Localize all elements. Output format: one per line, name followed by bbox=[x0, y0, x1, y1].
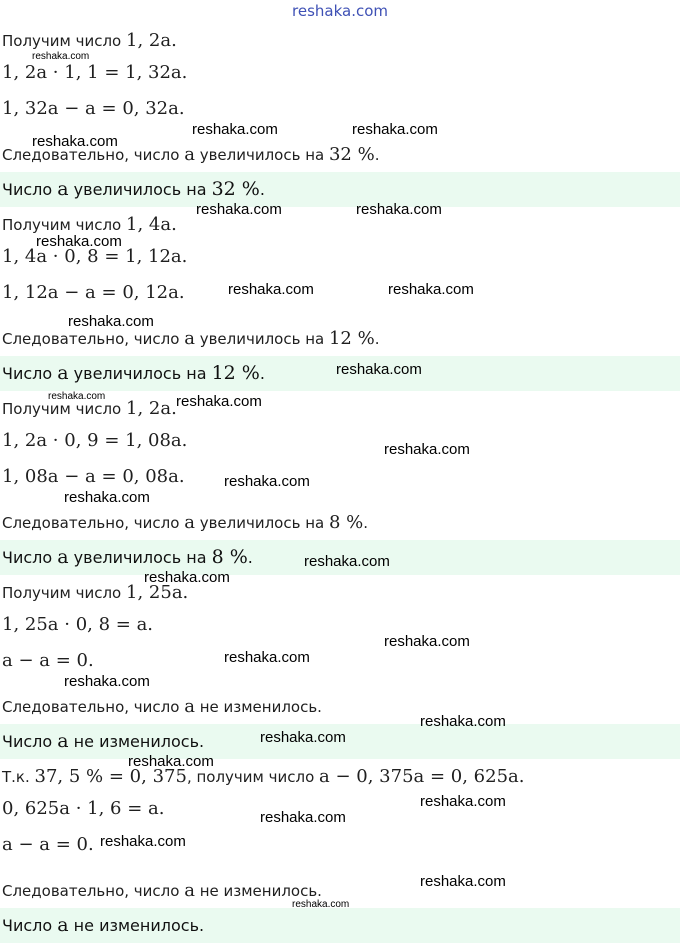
statement-text: Т.к. bbox=[2, 768, 35, 786]
watermark-text: reshaka.com bbox=[420, 713, 506, 730]
answer-text: Число bbox=[2, 180, 58, 199]
statement-line bbox=[2, 766, 525, 787]
watermark-text: reshaka.com bbox=[48, 391, 106, 402]
answer-text: . bbox=[259, 180, 265, 199]
conclusion-var: a bbox=[184, 144, 195, 165]
statement-math: 1, 2a. bbox=[126, 30, 177, 51]
answer-text: . bbox=[259, 364, 265, 383]
conclusion-text: не изменилось bbox=[194, 882, 318, 900]
conclusion-line bbox=[2, 696, 322, 717]
statement-math: 1, 4a. bbox=[126, 214, 177, 235]
watermark-text: reshaka.com bbox=[384, 633, 470, 650]
statement-math: 1, 25a. bbox=[126, 582, 189, 603]
answer-value: 12 % bbox=[211, 362, 260, 384]
conclusion-var: a bbox=[184, 512, 195, 533]
conclusion-var: a bbox=[184, 328, 195, 349]
statement-text: Получим число bbox=[2, 32, 127, 50]
statement-text: Получим число bbox=[2, 400, 127, 418]
statement-line bbox=[2, 30, 177, 51]
equation-line: 1, 4a · 0, 8 = 1, 12a. bbox=[2, 246, 188, 267]
conclusion-text: . bbox=[363, 514, 369, 532]
conclusion-line bbox=[2, 880, 322, 901]
conclusion-value: 32 % bbox=[328, 144, 375, 165]
watermark-text: reshaka.com bbox=[336, 361, 422, 378]
watermark-text: reshaka.com bbox=[384, 441, 470, 458]
statement-math: a − 0, 375a = 0, 625a. bbox=[319, 766, 525, 787]
answer-text: Число bbox=[2, 732, 58, 751]
equation-line: 1, 2a · 1, 1 = 1, 32a. bbox=[2, 62, 188, 83]
answer-text: увеличилось на bbox=[68, 364, 212, 383]
watermark-text: reshaka.com bbox=[128, 753, 214, 770]
answer-box bbox=[0, 908, 680, 943]
equation-line: 1, 08a − a = 0, 08a. bbox=[2, 466, 185, 487]
watermark-text: reshaka.com bbox=[196, 201, 282, 218]
conclusion-text: . bbox=[317, 698, 322, 716]
watermark-text: reshaka.com bbox=[64, 489, 150, 506]
conclusion-text: не изменилось bbox=[194, 698, 318, 716]
answer-var: a bbox=[57, 362, 69, 384]
answer-text: Число bbox=[2, 916, 58, 935]
conclusion-text: . bbox=[374, 330, 380, 348]
conclusion-line bbox=[2, 328, 380, 349]
watermark-text: reshaka.com bbox=[224, 649, 310, 666]
conclusion-text: Следовательно, число bbox=[2, 514, 185, 532]
watermark-text: reshaka.com bbox=[420, 873, 506, 890]
watermark-text: reshaka.com bbox=[192, 121, 278, 138]
watermark-text: reshaka.com bbox=[352, 121, 438, 138]
conclusion-var: a bbox=[184, 880, 195, 901]
statement-text: , получим число bbox=[186, 768, 320, 786]
conclusion-value: 8 % bbox=[328, 512, 364, 533]
conclusion-text: Следовательно, число bbox=[2, 882, 185, 900]
watermark-text: reshaka.com bbox=[68, 313, 154, 330]
watermark-text: reshaka.com bbox=[228, 281, 314, 298]
conclusion-var: a bbox=[184, 696, 195, 717]
answer-var: a bbox=[57, 178, 69, 200]
conclusion-text: увеличилось на bbox=[194, 146, 329, 164]
conclusion-text: . bbox=[317, 882, 322, 900]
conclusion-text: увеличилось на bbox=[194, 514, 329, 532]
equation-line: 1, 12a − a = 0, 12a. bbox=[2, 282, 185, 303]
watermark-text: reshaka.com bbox=[176, 393, 262, 410]
answer-text: Число bbox=[2, 548, 58, 567]
answer-value: 32 % bbox=[211, 178, 260, 200]
answer-text: . bbox=[199, 916, 205, 935]
watermark-text: reshaka.com bbox=[100, 833, 186, 850]
conclusion-text: увеличилось на bbox=[194, 330, 329, 348]
statement-math: 37, 5 % = 0, 375 bbox=[34, 766, 187, 787]
equation-line: a − a = 0. bbox=[2, 834, 94, 855]
equation-line: 1, 32a − a = 0, 32a. bbox=[2, 98, 185, 119]
watermark-text: reshaka.com bbox=[32, 51, 90, 62]
equation-line: 0, 625a · 1, 6 = a. bbox=[2, 798, 165, 819]
watermark-text: reshaka.com bbox=[260, 809, 346, 826]
answer-box bbox=[0, 172, 680, 207]
site-header-link[interactable]: reshaka.com bbox=[292, 2, 388, 20]
statement-text: Получим число bbox=[2, 584, 127, 602]
equation-line: 1, 25a · 0, 8 = a. bbox=[2, 614, 154, 635]
watermark-text: reshaka.com bbox=[292, 899, 350, 910]
answer-text: не изменилось bbox=[68, 916, 199, 935]
watermark-text: reshaka.com bbox=[304, 553, 390, 570]
conclusion-text: Следовательно, число bbox=[2, 698, 185, 716]
answer-text: . bbox=[199, 732, 205, 751]
watermark-text: reshaka.com bbox=[64, 673, 150, 690]
answer-var: a bbox=[57, 914, 69, 936]
conclusion-text: Следовательно, число bbox=[2, 330, 185, 348]
answer-text: Число bbox=[2, 364, 58, 383]
watermark-text: reshaka.com bbox=[388, 281, 474, 298]
watermark-text: reshaka.com bbox=[224, 473, 310, 490]
watermark-text: reshaka.com bbox=[260, 729, 346, 746]
answer-var: a bbox=[57, 546, 69, 568]
watermark-text: reshaka.com bbox=[32, 133, 118, 150]
conclusion-line bbox=[2, 512, 368, 533]
answer-text: увеличилось на bbox=[68, 548, 212, 567]
equation-line: 1, 2a · 0, 9 = 1, 08a. bbox=[2, 430, 188, 451]
conclusion-text: . bbox=[374, 146, 380, 164]
statement-text: Получим число bbox=[2, 216, 127, 234]
conclusion-value: 12 % bbox=[328, 328, 375, 349]
answer-var: a bbox=[57, 730, 69, 752]
answer-text: . bbox=[247, 548, 253, 567]
equation-line: a − a = 0. bbox=[2, 650, 94, 671]
statement-line bbox=[2, 214, 177, 235]
watermark-text: reshaka.com bbox=[36, 233, 122, 250]
answer-text: не изменилось bbox=[68, 732, 199, 751]
answer-value: 8 % bbox=[211, 546, 248, 568]
answer-text: увеличилось на bbox=[68, 180, 212, 199]
statement-math: 1, 2a. bbox=[126, 398, 177, 419]
watermark-text: reshaka.com bbox=[144, 569, 230, 586]
watermark-text: reshaka.com bbox=[356, 201, 442, 218]
conclusion-text: Следовательно, число bbox=[2, 146, 185, 164]
watermark-text: reshaka.com bbox=[420, 793, 506, 810]
